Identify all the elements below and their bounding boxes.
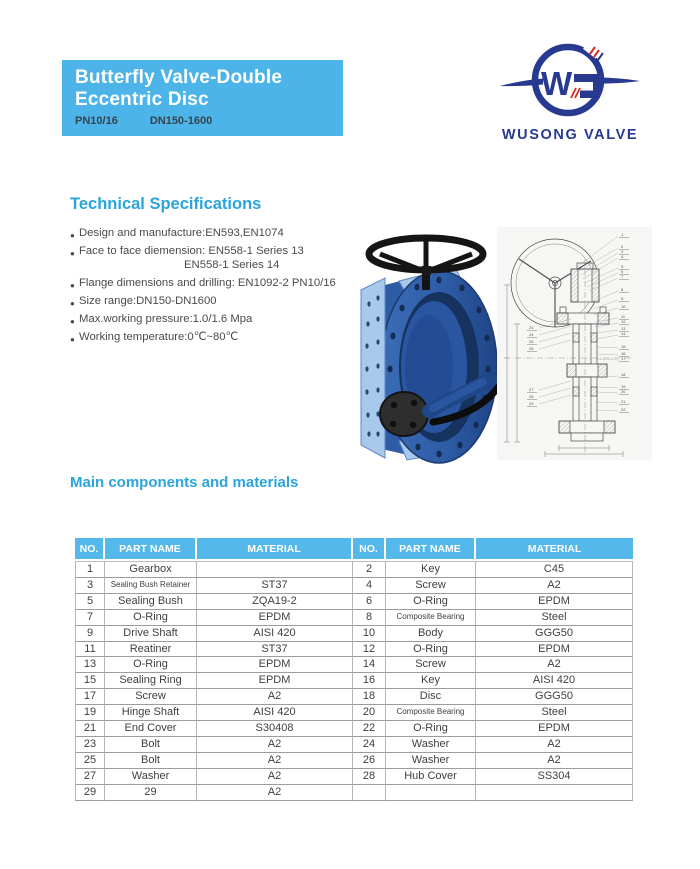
table-row [75,769,633,785]
table-cell: SS304 [476,769,633,785]
table-cell [353,785,386,801]
size-range-badge: DN150-1600 [149,115,213,127]
table-row [75,753,633,769]
callout-number: 19 [621,384,626,389]
table-cell [386,785,476,801]
table-cell: Screw [105,689,197,705]
logo-monogram-s [574,74,600,98]
table-cell: Reatiner [105,642,197,658]
table-cell: Washer [105,769,197,785]
table-cell: Screw [386,578,476,594]
table-cell: 29 [75,785,105,801]
table-cell: 4 [353,578,386,594]
callout-number: 10 [621,304,626,309]
table-cell: 15 [75,673,105,689]
table-cell: A2 [197,785,353,801]
table-row [75,561,633,578]
table-cell: 11 [75,642,105,658]
table-cell: 5 [75,594,105,610]
table-cell: Key [386,561,476,578]
wheel-hub [422,266,431,275]
pressure-rating: PN10/16 [75,115,118,127]
table-cell: 24 [353,737,386,753]
table-cell: C45 [476,561,633,578]
table-cell: 6 [353,594,386,610]
table-cell: 13 [75,657,105,673]
valve-photo [333,226,501,464]
table-row [75,578,633,594]
callout-leader [598,387,618,388]
callout-leader [596,335,618,339]
table-cell: 20 [353,705,386,721]
callout-leader [597,347,618,348]
shaft-hub [380,392,428,436]
bullet-icon: ● [70,299,75,308]
spec-text: Flange dimensions and drilling: EN1092-2 PN10/16 [79,277,336,289]
spec-item [70,245,340,272]
table-cell: O-Ring [386,721,476,737]
callout-number: 6 [621,269,624,274]
callout-number: 18 [621,372,626,377]
table-cell: Hub Cover [386,769,476,785]
bullet-icon: ● [70,231,75,240]
spec-item [70,277,340,290]
table-cell: AISI 420 [197,705,353,721]
callout-number: 12 [621,319,626,324]
spec-item [70,313,340,326]
table-row [75,642,633,658]
company-logo [497,34,643,143]
spec-text: Working temperature:0℃~80℃ [79,331,239,343]
callout-number: 4 [621,254,624,259]
product-title-line2: Eccentric Disc [75,88,209,110]
table-header-row [75,538,633,561]
wusong-logo-icon [497,34,643,120]
table-cell: Sealing Ring [105,673,197,689]
sectional-drawing [497,227,652,460]
spec-item [70,227,340,240]
table-cell: 26 [353,753,386,769]
table-cell: Gearbox [105,561,197,578]
callout-leader [539,326,571,335]
callout-number: 29 [529,401,534,406]
spec-text: Size range:DN150-DN1600 [79,295,217,307]
callout-number: 20 [621,389,626,394]
callout-number: 8 [621,287,624,292]
table-cell: EPDM [197,657,353,673]
components-heading: Main components and materials [70,474,299,491]
table-row [75,721,633,737]
table-row [75,785,633,801]
table-cell: 16 [353,673,386,689]
sectional-drawing-svg [497,227,652,460]
table-cell: 14 [353,657,386,673]
callout-leader [539,381,571,390]
table-cell: S30408 [197,721,353,737]
table-cell: A2 [476,753,633,769]
callout-leader [597,354,618,355]
table-cell: A2 [197,753,353,769]
callout-number: 25 [529,339,534,344]
table-row [75,689,633,705]
table-cell: AISI 420 [476,673,633,689]
callout-number: 13 [621,326,626,331]
table-cell: End Cover [105,721,197,737]
table-cell: Bolt [105,737,197,753]
callout-number: 15 [621,344,626,349]
table-cell: A2 [197,737,353,753]
table-cell: 23 [75,737,105,753]
table-cell: ST37 [197,578,353,594]
callout-number: 22 [621,407,626,412]
table-cell: 8 [353,610,386,626]
table-cell: 10 [353,626,386,642]
company-name: WUSONG VALVE [501,127,639,143]
product-title-box [62,60,343,136]
table-cell: Drive Shaft [105,626,197,642]
table-cell: 27 [75,769,105,785]
column-header: MATERIAL [197,538,353,561]
table-cell: Washer [386,753,476,769]
table-cell: 22 [353,721,386,737]
column-header: PART NAME [105,538,197,561]
callout-number: 5 [621,264,624,269]
table-row [75,610,633,626]
table-cell: A2 [476,578,633,594]
table-cell: O-Ring [386,594,476,610]
callout-leader [539,395,571,404]
bullet-icon: ● [70,317,75,326]
table-cell: O-Ring [105,610,197,626]
callout-number: 23 [529,325,534,330]
table-cell: 21 [75,721,105,737]
table-cell: Hinge Shaft [105,705,197,721]
callout-number: 7 [621,274,624,279]
table-cell: 9 [75,626,105,642]
table-cell: EPDM [476,721,633,737]
table-cell: EPDM [476,594,633,610]
callout-number: 11 [621,314,626,319]
table-cell [476,785,633,801]
column-header: NO. [75,538,105,561]
table-cell: GGG50 [476,689,633,705]
callout-number: 1 [621,232,624,237]
table-cell: 12 [353,642,386,658]
components-table [75,538,633,801]
callout-leader [596,330,618,333]
table-cell: ST37 [197,642,353,658]
table-cell: 2 [353,561,386,578]
table-cell: A2 [476,737,633,753]
callout-number: 27 [529,387,534,392]
callout-number: 24 [529,332,534,337]
callout-number: 16 [621,351,626,356]
table-cell: Disc [386,689,476,705]
spec-text: Design and manufacture:EN593,EN1074 [79,227,284,239]
table-cell: Steel [476,610,633,626]
table-cell: 18 [353,689,386,705]
table-cell: O-Ring [386,642,476,658]
column-header: PART NAME [386,538,476,561]
spec-text: Face to face diemension: EN558-1 Series 13 [79,245,304,257]
table-body [75,561,633,801]
callout-leader [539,340,571,349]
product-title-line1: Butterfly Valve-Double [75,67,283,88]
table-cell: GGG50 [476,626,633,642]
bullet-icon: ● [70,281,75,290]
table-cell: Key [386,673,476,689]
table-row [75,626,633,642]
table-cell: Body [386,626,476,642]
table-cell: Composite Bearing [386,705,476,721]
callout-number: 21 [621,399,626,404]
spec-item [70,295,340,308]
table-cell: 29 [105,785,197,801]
valve-front-flange [361,278,385,458]
table-cell: Bolt [105,753,197,769]
table-cell: ZQA19-2 [197,594,353,610]
table-row [75,737,633,753]
specs-heading: Technical Specifications [70,195,262,213]
table-cell: EPDM [197,610,353,626]
table-cell: Sealing Bush [105,594,197,610]
callout-number: 3 [621,249,624,254]
table-cell: Steel [476,705,633,721]
logo-monogram-w: W [541,65,573,102]
table-cell: 17 [75,689,105,705]
callout-number: 2 [621,244,624,249]
callout-leader [597,359,618,360]
spec-text: Max.working pressure:1.0/1.6 Mpa [79,313,253,325]
spec-item [70,331,340,344]
table-cell: 19 [75,705,105,721]
table-cell: 28 [353,769,386,785]
table-cell: EPDM [476,642,633,658]
callout-leader [595,410,618,411]
spec-text-line2: EN558-1 Series 14 [184,259,280,271]
callout-leader [539,333,571,342]
table-cell: O-Ring [105,657,197,673]
table-row [75,594,633,610]
callout-leader [597,402,618,403]
bullet-icon: ● [70,249,75,258]
bullet-icon: ● [70,335,75,344]
column-header: MATERIAL [476,538,633,561]
table-row [75,705,633,721]
table-cell: Sealing Bush Retainer [105,578,197,594]
spec-list [70,227,340,349]
table-row [75,657,633,673]
pressure-size-row [75,115,343,127]
table-cell: A2 [197,769,353,785]
table-cell [197,561,353,578]
callout-number: 17 [621,356,626,361]
callout-number: 26 [529,346,534,351]
table-cell: EPDM [197,673,353,689]
table-cell: A2 [197,689,353,705]
callout-leader [598,392,618,393]
callout-leader [539,388,571,397]
table-cell: AISI 420 [197,626,353,642]
table-cell: 25 [75,753,105,769]
table-cell: Screw [386,657,476,673]
column-header: NO. [353,538,386,561]
callout-number: 28 [529,394,534,399]
table-cell: Washer [386,737,476,753]
table-row [75,673,633,689]
table-cell: A2 [476,657,633,673]
table-cell: 7 [75,610,105,626]
table-cell: 1 [75,561,105,578]
callout-number: 14 [621,331,626,336]
table-cell: 3 [75,578,105,594]
table-cell: Composite Bearing [386,610,476,626]
callout-number: 9 [621,296,624,301]
